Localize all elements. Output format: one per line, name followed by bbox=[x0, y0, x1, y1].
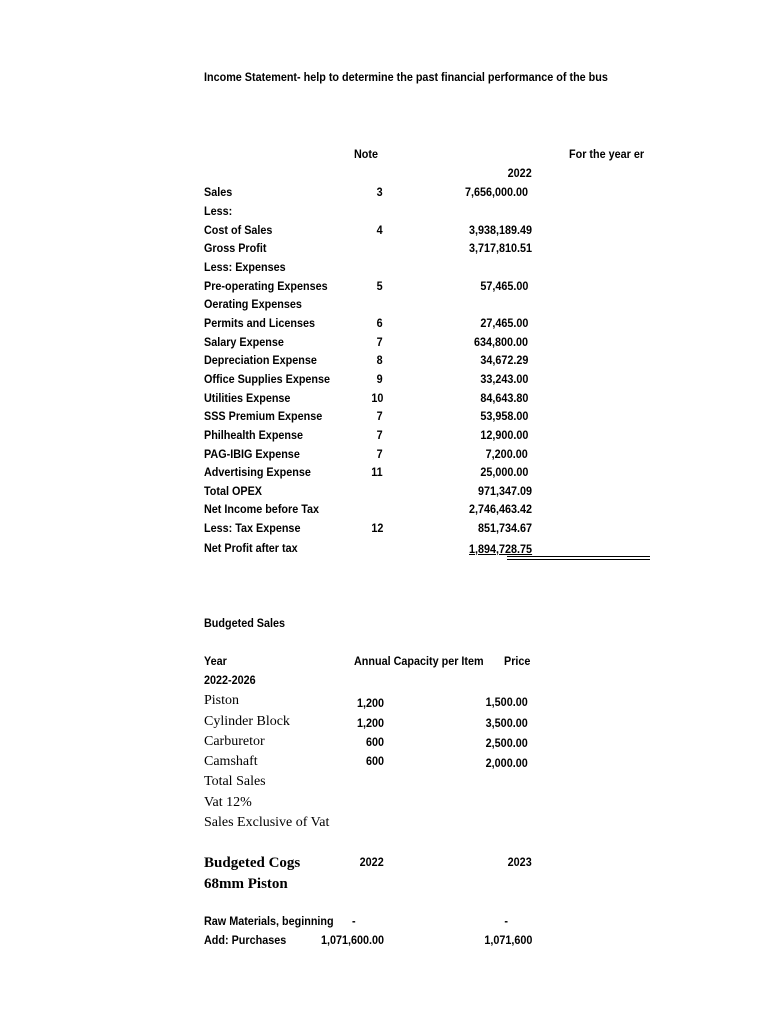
total-sales-label: Total Sales bbox=[204, 774, 266, 789]
row-note: 5 bbox=[376, 279, 383, 293]
row-label: Utilities Expense bbox=[204, 391, 291, 405]
budgeted-sales-title: Budgeted Sales bbox=[204, 616, 286, 630]
row-label: Total OPEX bbox=[204, 484, 263, 498]
budgeted-cogs-title: Budgeted Cogs bbox=[204, 855, 301, 871]
row-note: 10 bbox=[370, 391, 383, 405]
item-capacity: 600 bbox=[365, 735, 384, 749]
double-underline bbox=[507, 556, 650, 560]
row-note: 7 bbox=[376, 409, 383, 423]
row-amount: 851,734.67 bbox=[477, 521, 532, 535]
row-label: PAG-IBIG Expense bbox=[204, 447, 300, 461]
row-amount: 84,643.80 bbox=[479, 391, 528, 405]
row-note: 6 bbox=[376, 316, 383, 330]
item-capacity: 1,200 bbox=[356, 696, 384, 710]
item-capacity: 600 bbox=[365, 754, 384, 768]
row-note: 7 bbox=[376, 428, 383, 442]
period-label: 2022-2026 bbox=[204, 673, 256, 687]
row-amount: 634,800.00 bbox=[473, 335, 528, 349]
row-amount: 3,938,189.49 bbox=[468, 223, 532, 237]
row-label: SSS Premium Expense bbox=[204, 409, 323, 423]
year-column-header: 2022 bbox=[507, 166, 532, 180]
row-amount: 7,200.00 bbox=[485, 447, 528, 461]
row-note: 7 bbox=[376, 335, 383, 349]
row-label: Add: Purchases bbox=[204, 933, 287, 947]
cogs-year-2023: 2023 bbox=[507, 855, 532, 869]
row-label: Sales bbox=[204, 185, 233, 199]
row-amount: 12,900.00 bbox=[479, 428, 528, 442]
row-label: Less: bbox=[204, 204, 233, 218]
item-price: 1,500.00 bbox=[485, 695, 528, 709]
row-note: 12 bbox=[370, 521, 383, 535]
row-label: Depreciation Expense bbox=[204, 353, 317, 367]
row-note: 7 bbox=[376, 447, 383, 461]
row-dash: - bbox=[352, 914, 356, 928]
row-label: Raw Materials, beginning bbox=[204, 914, 334, 928]
row-amount: 53,958.00 bbox=[479, 409, 528, 423]
row-note: 9 bbox=[376, 372, 383, 386]
period-column-header: For the year er bbox=[569, 147, 645, 161]
row-label: Net Income before Tax bbox=[204, 502, 320, 516]
row-value-2022: 1,071,600.00 bbox=[320, 933, 384, 947]
row-note: 3 bbox=[376, 185, 383, 199]
vat-label: Vat 12% bbox=[204, 795, 252, 810]
net-profit-label: Net Profit after tax bbox=[204, 541, 298, 555]
budgeted-cogs-subtitle: 68mm Piston bbox=[204, 876, 288, 892]
net-profit-amount: 1,894,728.75 bbox=[468, 542, 532, 556]
row-value-2022: - bbox=[504, 914, 508, 928]
item-price: 3,500.00 bbox=[485, 716, 528, 730]
row-amount: 25,000.00 bbox=[479, 465, 528, 479]
item-name: Piston bbox=[204, 693, 240, 708]
row-label: Less: Expenses bbox=[204, 260, 286, 274]
row-label: Permits and Licenses bbox=[204, 316, 316, 330]
row-amount: 971,347.09 bbox=[477, 484, 532, 498]
row-label: Salary Expense bbox=[204, 335, 284, 349]
row-note: 8 bbox=[376, 353, 383, 367]
row-label: Pre-operating Expenses bbox=[204, 279, 328, 293]
capacity-header: Annual Capacity per Item bbox=[354, 654, 484, 668]
row-amount: 57,465.00 bbox=[479, 279, 528, 293]
sales-exclusive-vat-label: Sales Exclusive of Vat bbox=[204, 815, 330, 830]
cogs-year-2022: 2022 bbox=[359, 855, 384, 869]
item-capacity: 1,200 bbox=[356, 716, 384, 730]
row-note: 11 bbox=[371, 465, 383, 479]
row-amount: 3,717,810.51 bbox=[468, 241, 532, 255]
note-column-header: Note bbox=[354, 147, 379, 161]
row-label: Cost of Sales bbox=[204, 223, 273, 237]
row-label: Philhealth Expense bbox=[204, 428, 304, 442]
row-amount: 27,465.00 bbox=[479, 316, 528, 330]
item-name: Carburetor bbox=[204, 734, 265, 749]
row-label: Advertising Expense bbox=[204, 465, 311, 479]
year-header: Year bbox=[204, 654, 227, 668]
row-amount: 33,243.00 bbox=[479, 372, 528, 386]
row-note: 4 bbox=[376, 223, 383, 237]
row-amount: 34,672.29 bbox=[479, 353, 528, 367]
row-label: Less: Tax Expense bbox=[204, 521, 301, 535]
item-price: 2,000.00 bbox=[485, 756, 528, 770]
item-name: Cylinder Block bbox=[204, 714, 290, 729]
row-value-2023: 1,071,600 bbox=[483, 933, 532, 947]
row-amount: 7,656,000.00 bbox=[464, 185, 528, 199]
item-name: Camshaft bbox=[204, 754, 258, 769]
row-amount: 2,746,463.42 bbox=[468, 502, 532, 516]
row-label: Oerating Expenses bbox=[204, 297, 302, 311]
row-label: Office Supplies Expense bbox=[204, 372, 331, 386]
price-header: Price bbox=[504, 654, 531, 668]
item-price: 2,500.00 bbox=[485, 736, 528, 750]
row-label: Gross Profit bbox=[204, 241, 267, 255]
document-title: Income Statement- help to determine the past financial performance of the bus bbox=[204, 70, 608, 84]
